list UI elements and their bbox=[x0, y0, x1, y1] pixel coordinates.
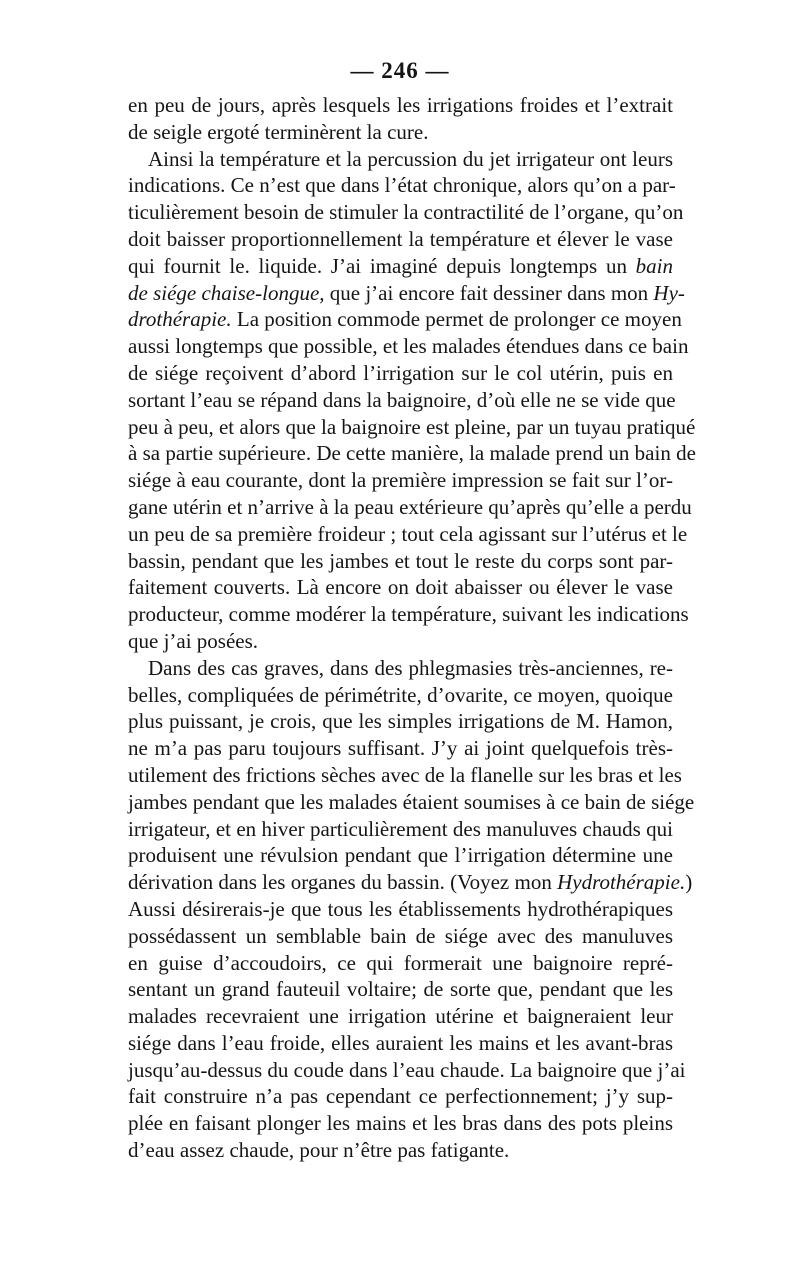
italic-text-segment: Hy- bbox=[653, 280, 685, 305]
body-text bbox=[128, 92, 696, 1164]
text-line: à sa partie supérieure. De cette manière, la malade prend un bain de bbox=[128, 441, 696, 466]
text-line bbox=[128, 253, 673, 280]
text-line: de seigle ergoté terminèrent la cure. bbox=[128, 119, 429, 144]
text-line: doit baisser proportionnellement la température et élever le vase bbox=[128, 226, 673, 251]
text-line: faitement couverts. Là encore on doit abaisser ou élever le vase bbox=[128, 575, 673, 600]
text-segment: La position commode permet de prolonger ce moyen bbox=[231, 307, 682, 332]
text-segment: qui fournit le. liquide. J’ai imaginé depuis longtemps un bbox=[128, 253, 636, 278]
text-line: sentant un grand fauteuil voltaire; de sorte que, pendant que les bbox=[128, 977, 673, 1002]
text-line: en guise d’accoudoirs, ce qui formerait une baignoire repré- bbox=[128, 950, 673, 975]
text-line: plus puissant, je crois, que les simples irrigations de M. Hamon, bbox=[128, 709, 673, 734]
italic-text-segment: drothérapie. bbox=[128, 307, 232, 332]
text-line: siége dans l’eau froide, elles auraient les mains et les avant-bras bbox=[128, 1030, 673, 1055]
text-line: possédassent un semblable bain de siége avec des manuluves bbox=[128, 923, 673, 948]
text-line: gane utérin et n’arrive à la peau extérieure qu’après qu’elle a perdu bbox=[128, 494, 692, 519]
text-line: utilement des frictions sèches avec de la flanelle sur les bras et les bbox=[128, 762, 682, 787]
text-line: siége à eau courante, dont la première impression se fait sur l’or- bbox=[128, 468, 673, 493]
text-line: belles, compliquées de périmétrite, d’ovarite, ce moyen, quoique bbox=[128, 682, 673, 707]
text-line bbox=[128, 869, 693, 896]
text-line: ticulièrement besoin de stimuler la contractilité de l’organe, qu’on bbox=[128, 200, 684, 225]
text-line: ne m’a pas paru toujours suffisant. J’y ai joint quelquefois très- bbox=[128, 736, 673, 761]
page-number-header: — 246 — bbox=[350, 58, 450, 83]
text-line: jusqu’au-dessus du coude dans l’eau chaude. La baignoire que j’ai bbox=[128, 1057, 686, 1082]
text-line: d’eau assez chaude, pour n’être pas fatigante. bbox=[128, 1138, 510, 1163]
text-segment: dérivation dans les organes du bassin. (Voyez mon bbox=[128, 870, 558, 895]
text-line: producteur, comme modérer la température, suivant les indications bbox=[128, 602, 689, 627]
text-line: indications. Ce n’est que dans l’état chronique, alors qu’on a par- bbox=[128, 173, 676, 198]
text-line: plée en faisant plonger les mains et les bras dans des pots pleins bbox=[128, 1111, 673, 1136]
text-line: que j’ai posées. bbox=[128, 628, 259, 653]
text-line: peu à peu, et alors que la baignoire est pleine, par un tuyau pratiqué bbox=[128, 414, 696, 439]
text-line: Dans des cas graves, dans des phlegmasies très-anciennes, re- bbox=[148, 655, 673, 680]
text-line: malades recevraient une irrigation utérine et baigneraient leur bbox=[128, 1004, 673, 1029]
text-line: de siége reçoivent d’abord l’irrigation sur le col utérin, puis en bbox=[128, 360, 673, 385]
text-line: irrigateur, et en hiver particulièrement des manuluves chauds qui bbox=[128, 816, 673, 841]
text-segment: que j’ai encore fait dessiner dans mon bbox=[324, 280, 654, 305]
text-line: un peu de sa première froideur ; tout cela agissant sur l’utérus et le bbox=[128, 521, 688, 546]
text-line bbox=[128, 306, 682, 333]
italic-text-segment: Hydrothérapie. bbox=[557, 870, 686, 895]
text-line bbox=[128, 280, 685, 307]
text-line: Aussi désirerais-je que tous les établissements hydrothérapiques bbox=[128, 896, 673, 921]
text-segment: ) bbox=[685, 870, 693, 895]
text-line: jambes pendant que les malades étaient soumises à ce bain de siége bbox=[128, 789, 695, 814]
italic-text-segment: bain bbox=[635, 253, 673, 278]
text-line: Ainsi la température et la percussion du jet irrigateur ont leurs bbox=[148, 146, 673, 171]
text-line: bassin, pendant que les jambes et tout le reste du corps sont par- bbox=[128, 548, 673, 573]
text-line: fait construire n’a pas cependant ce perfectionnement; j’y sup- bbox=[128, 1084, 673, 1109]
text-line: produisent une révulsion pendant que l’irrigation détermine une bbox=[128, 843, 673, 868]
italic-text-segment: de siége chaise-longue, bbox=[128, 280, 325, 305]
text-line: sortant l’eau se répand dans la baignoire, d’où elle ne se vide que bbox=[128, 387, 676, 412]
text-line: aussi longtemps que possible, et les malades étendues dans ce bain bbox=[128, 334, 689, 359]
text-line: en peu de jours, après lesquels les irrigations froides et l’extrait bbox=[128, 93, 673, 117]
